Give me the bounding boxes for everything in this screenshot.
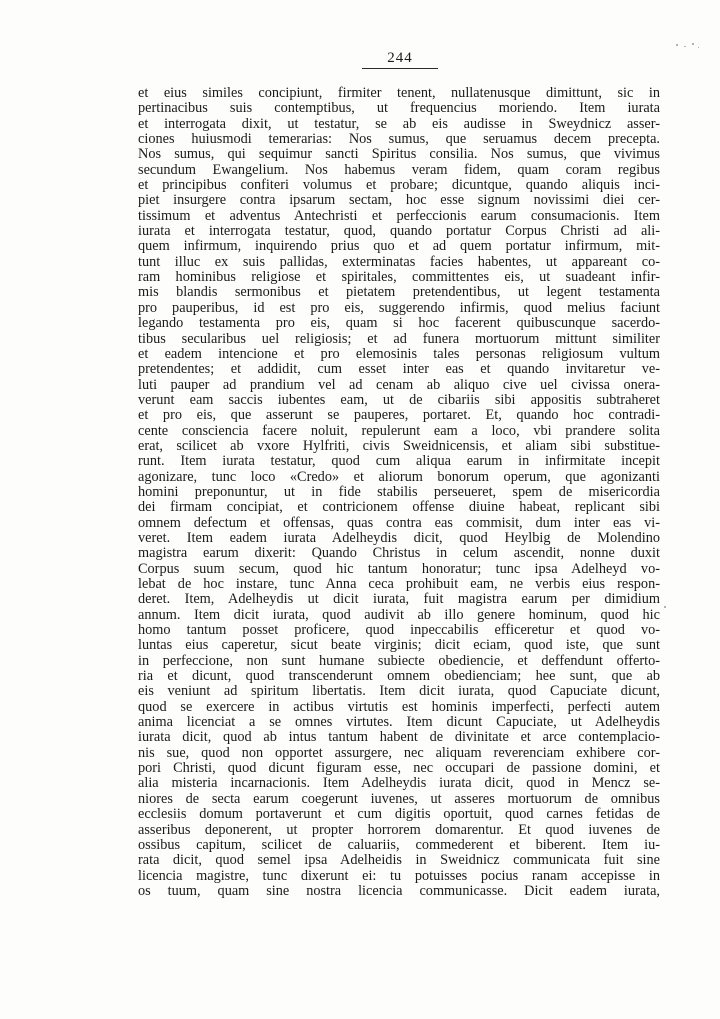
text-line: pori Christi, quod dicunt figuram esse, nec occupari de passione domini, et bbox=[138, 761, 660, 777]
text-line: et principibus confiteri volumus et probare; dicuntque, quando aliquis inci- bbox=[138, 178, 660, 194]
text-line: Nos sumus, qui sequimur sancti Spiritus consilia. Nos sumus, que vivimus bbox=[138, 147, 660, 163]
text-line: deret. Item, Adelheydis ut dicit iurata, fuit magistra earum per dimidium bbox=[138, 592, 660, 608]
text-line: et eius similes concipiunt, firmiter tenent, nullatenusque dimittunt, sic in bbox=[138, 86, 660, 101]
text-line: pretendentes; et addidit, cum esset inter eas et quando invitaretur ve- bbox=[138, 362, 660, 378]
text-line: ciones huiusmodi temerarias: Nos sumus, que seruamus decem precepta. bbox=[138, 132, 660, 148]
text-line: eis veniunt ad spiritum libertatis. Item dicit iurata, quod Capuciate dicunt, bbox=[138, 684, 660, 700]
text-line: piet insurgere contra ipsarum sectam, hoc esse signum novissimi diei cer- bbox=[138, 193, 660, 209]
text-line: runt. Item iurata testatur, quod cum aliqua earum in infirmitate incepit bbox=[138, 454, 660, 470]
text-line: luntas eius caperetur, sicut beate virginis; dicit eciam, quod iste, que sunt bbox=[138, 638, 660, 654]
scan-speck bbox=[676, 44, 678, 46]
text-line: pertinacibus suis contemptibus, ut frequencius moriendo. Item iurata bbox=[138, 101, 660, 117]
text-line: nis sue, quod non opportet assurgere, nec aliquam reverenciam exhibere cor- bbox=[138, 745, 660, 761]
text-line: Corpus suum secum, quod hic tantum honoratur; tunc ipsa Adelheyd vo- bbox=[138, 561, 660, 577]
text-line: ossibus capitum, scilicet de caluariis, commederent et biberent. Item iu- bbox=[138, 837, 660, 853]
text-line: annum. Item dicit iurata, quod audivit ab illo genere hominum, quod hic bbox=[138, 607, 660, 623]
scan-speck bbox=[692, 43, 694, 45]
text-line: ram hominibus religiose et spiritales, committentes eis, ut suadeant infir- bbox=[138, 270, 660, 286]
text-line: anima licenciat a se omnes virtutes. Item dicunt Capuciate, ut Adelheydis bbox=[138, 715, 660, 731]
text-line: omnem defectum et offensas, quas contra eas commisit, dum inter eas vi- bbox=[138, 515, 660, 531]
text-line: tibus secularibus uel religiosis; et ad funera mortuorum mittunt similiter bbox=[138, 331, 660, 347]
text-line: asseribus deponerent, ut propter horrorem domarentur. Et quod iuvenes de bbox=[138, 822, 660, 838]
text-line: alia misteria incarnacionis. Item Adelheydis iurata dicit, quod in Mencz se- bbox=[138, 776, 660, 792]
text-line: magistra earum dixerit: Quando Christus in celum ascendit, nonne duxit bbox=[138, 546, 660, 562]
text-line: veret. Item eadem iurata Adelheydis dicit, quod Heylbig de Molendino bbox=[138, 530, 660, 546]
header-rule bbox=[362, 68, 438, 69]
text-line: os tuum, quam sine nostra licencia communicasse. Dicit eadem iurata, bbox=[138, 883, 660, 899]
text-line: et pro eis, que asserunt se pauperes, portaret. Et, quando hoc contradi- bbox=[138, 408, 660, 424]
text-line: quem infirmum, inquirendo prius quo et ad quem portatur infirmum, mit- bbox=[138, 239, 660, 255]
text-line: erat, scilicet ab vxore Hylfriti, civis Sweidnicensis, et aliam sibi substitue- bbox=[138, 438, 660, 454]
text-line: verunt eam saccis iubentes eam, ut de cibariis sibi appositis subtraheret bbox=[138, 392, 660, 408]
text-line: homo tantum posset proficere, quod inpeccabilis efficeretur et quod vo- bbox=[138, 623, 660, 639]
text-line: legando testamenta pro eis, quam si hoc facerent quibuscunque sacerdo- bbox=[138, 316, 660, 332]
text-line: pro pauperibus, id est pro eis, suggerendo infirmis, quod melius faciunt bbox=[138, 300, 660, 316]
text-line: licencia magistre, tunc dixerunt ei: tu potuisses pocius ranam accepisse in bbox=[138, 868, 660, 884]
body-text bbox=[138, 86, 660, 899]
text-line: in perfeccione, non sunt humane subiecte obediencie, et deffendunt offerto- bbox=[138, 653, 660, 669]
text-line: ria et dicunt, quod transcenderunt omnem obedienciam; hee sunt, que ab bbox=[138, 669, 660, 685]
text-line: cente consciencia facere noluit, repulerunt eam a loco, vbi prandere solita bbox=[138, 423, 660, 439]
text-line: agonizare, tunc loco «Credo» et aliorum bonorum operum, que agonizanti bbox=[138, 469, 660, 485]
text-line: rata dicit, quod semel ipsa Adelheidis in Sweidnicz communicata fuit sine bbox=[138, 853, 660, 869]
text-line: ecclesiis domum portaverunt et cum digitis oportuit, quod carnes fetidas de bbox=[138, 807, 660, 823]
text-line: lebat de hoc instare, tunc Anna ceca prohibuit eam, ne verbis eius respon- bbox=[138, 577, 660, 592]
scan-speck bbox=[664, 606, 666, 608]
text-line: et interrogata dixit, ut testatur, se ab eis audisse in Sweydnicz asser- bbox=[138, 116, 660, 132]
scan-speck bbox=[684, 46, 686, 47]
text-line: secundum Ewangelium. Nos habemus veram fidem, quam coram regibus bbox=[138, 162, 660, 178]
text-line: iurata et interrogata testatur, quod, quando portatur Corpus Christi ad ali- bbox=[138, 224, 660, 240]
page-number: 244 bbox=[387, 50, 413, 66]
scan-speck bbox=[698, 47, 699, 48]
text-line: tunt illuc ex suis pallidas, exterminatas facies habentes, ut appareant co- bbox=[138, 254, 660, 270]
text-line: luti pauper ad prandium vel ad cenam ab aliquo cive uel civissa onera- bbox=[138, 377, 660, 393]
text-line: quod se exercere in actibus virtutis est hominis imperfecti, perfecti autem bbox=[138, 699, 660, 715]
text-line: dei firmam concipiat, et contricionem offense diuine habeat, replicant sibi bbox=[138, 500, 660, 516]
text-line: tissimum et adventus Antechristi et perfeccionis earum consumacionis. Item bbox=[138, 208, 660, 224]
text-line: niores de secta earum coegerunt iuvenes, ut asseres mortuorum de omnibus bbox=[138, 791, 660, 807]
text-line: homini preponuntur, ut in fide stabilis perseueret, spem de misericordia bbox=[138, 484, 660, 500]
text-line: mis blandis sermonibus et pietatem pretendentibus, ut legent testamenta bbox=[138, 285, 660, 301]
text-line: et eadem intencione et pro elemosinis tales personas religiosum vultum bbox=[138, 346, 660, 362]
text-line: iurata dicit, quod ab intus tantum habent de divinitate et arce contemplacio- bbox=[138, 730, 660, 746]
